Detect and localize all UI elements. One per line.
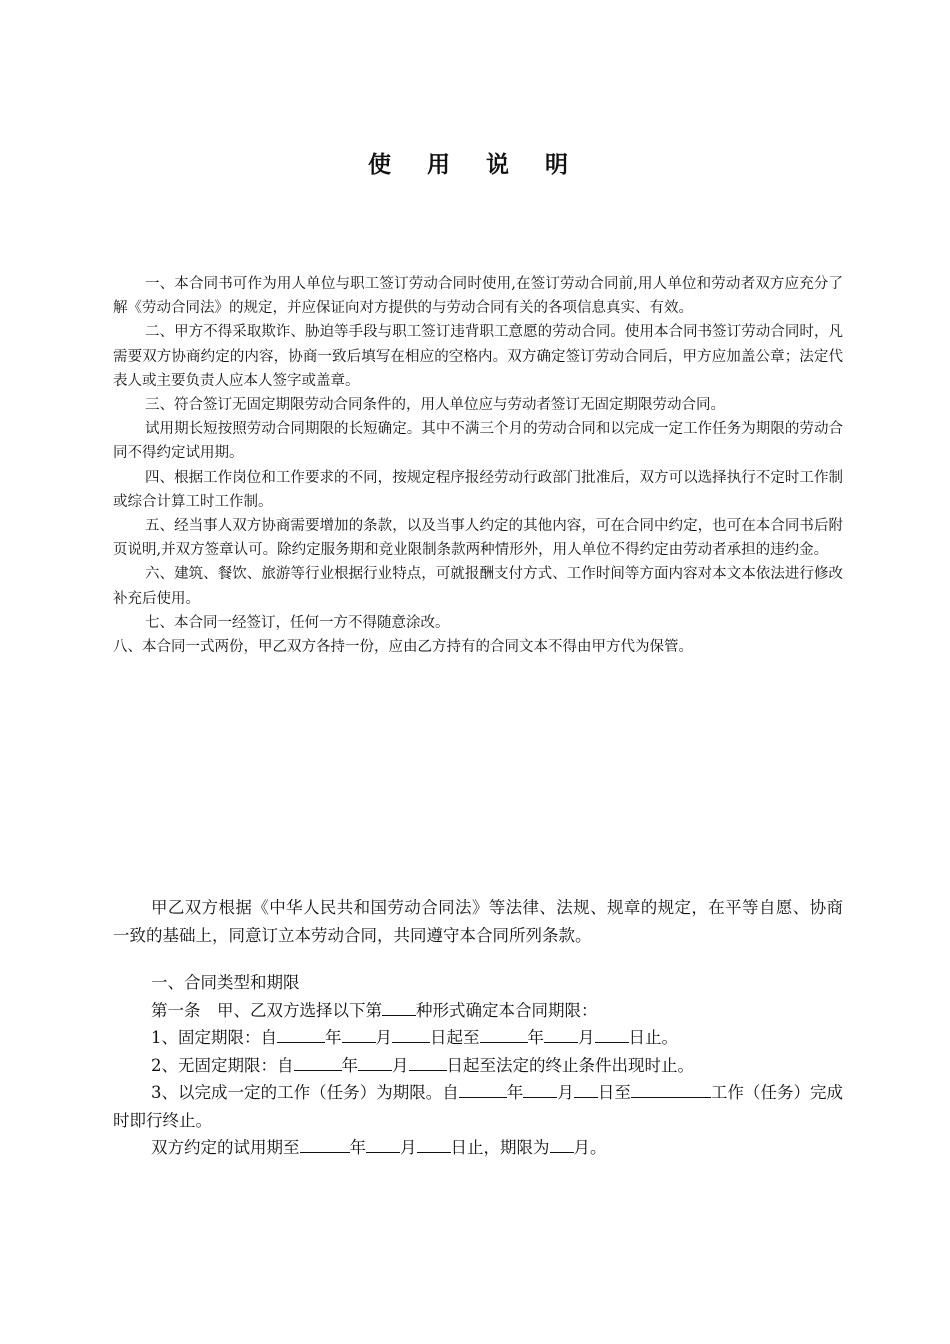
start-day-blank[interactable] [392, 1024, 430, 1043]
form-type-blank[interactable] [382, 997, 416, 1016]
start-day-blank[interactable] [409, 1052, 447, 1071]
probation-length-blank[interactable] [550, 1134, 574, 1153]
instruction-paragraph: 四、根据工作岗位和工作要求的不同，按规定程序报经劳动行政部门批准后，双方可以选择执行不定时工作制或综合计算工时工作制。 [113, 469, 843, 510]
probation-line: 双方约定的试用期至 年 月 日止，期限为 月。 [113, 1134, 843, 1162]
probation-month-blank[interactable] [366, 1134, 400, 1153]
page-title: 使 用 说 明 [367, 151, 583, 178]
open-term-line: 2、无固定期限：自 年 月 日起至法定的终止条件出现时止。 [113, 1052, 843, 1080]
end-day-blank[interactable] [595, 1024, 629, 1043]
contract-body [113, 894, 843, 1162]
instruction-paragraph: 八、本合同一式两份，甲乙双方各持一份，应由乙方持有的合同文本不得由甲方代为保管。 [113, 639, 693, 656]
start-year-blank[interactable] [294, 1052, 342, 1071]
instruction-paragraph: 试用期长短按照劳动合同期限的长短确定。其中不满三个月的劳动合同和以完成一定工作任务为期限的劳动合同不得约定试用期。 [113, 421, 843, 462]
instruction-paragraph: 七、本合同一经签订，任何一方不得随意涂改。 [145, 614, 450, 631]
section-heading: 一、合同类型和期限 [151, 973, 300, 992]
instruction-paragraph: 一、本合同书可作为用人单位与职工签订劳动合同时使用,在签订劳动合同前,用人单位和劳动者双方应充分了解《劳动合同法》的规定，并应保证向对方提供的与劳动合同有关的各项信息真实、有效。 [113, 276, 843, 317]
end-month-blank[interactable] [544, 1024, 578, 1043]
start-month-blank[interactable] [342, 1024, 376, 1043]
instruction-paragraph: 六、建筑、餐饮、旅游等行业根据行业特点，可就报酬支付方式、工作时间等方面内容对本文本依法进行修改补充后使用。 [113, 566, 843, 607]
start-month-blank[interactable] [358, 1052, 392, 1071]
start-year-blank[interactable] [277, 1024, 325, 1043]
instruction-paragraph: 二、甲方不得采取欺诈、胁迫等手段与职工签订违背职工意愿的劳动合同。使用本合同书签订劳动合同时，凡需要双方协商约定的内容，协商一致后填写在相应的空格内。双方确定签订劳动合同后，甲方应加盖公章；法定代表人或主要负责人应本人签字或盖章。 [113, 324, 843, 389]
start-day-blank[interactable] [574, 1079, 598, 1098]
article-1: 第一条 甲、乙双方选择以下第 种形式确定本合同期限： [113, 997, 843, 1025]
instruction-paragraph: 五、经当事人双方协商需要增加的条款，以及当事人约定的其他内容，可在合同中约定，也可在本合同书后附页说明,并双方签章认可。除约定服务期和竞业限制条款两种情形外，用人单位不得约定由劳动者承担的违约金。 [113, 518, 843, 559]
probation-year-blank[interactable] [300, 1134, 350, 1153]
usage-instructions [113, 272, 843, 659]
start-month-blank[interactable] [523, 1079, 557, 1098]
instruction-paragraph: 三、符合签订无固定期限劳动合同条件的，用人单位应与劳动者签订无固定期限劳动合同。 [145, 397, 725, 414]
start-year-blank[interactable] [459, 1079, 507, 1098]
task-name-blank[interactable] [631, 1079, 711, 1098]
fixed-term-line: 1、固定期限：自 年 月 日起至 年 月 日止。 [113, 1024, 843, 1052]
end-year-blank[interactable] [480, 1024, 528, 1043]
task-term-line: 3、以完成一定的工作（任务）为期限。自 年 月 日至 工作（任务）完成时即行终止。 [113, 1079, 843, 1134]
probation-day-blank[interactable] [417, 1134, 451, 1153]
contract-preamble: 甲乙双方根据《中华人民共和国劳动合同法》等法律、法规、规章的规定，在平等自愿、协商一致的基础上，同意订立本劳动合同，共同遵守本合同所列条款。 [113, 898, 843, 945]
